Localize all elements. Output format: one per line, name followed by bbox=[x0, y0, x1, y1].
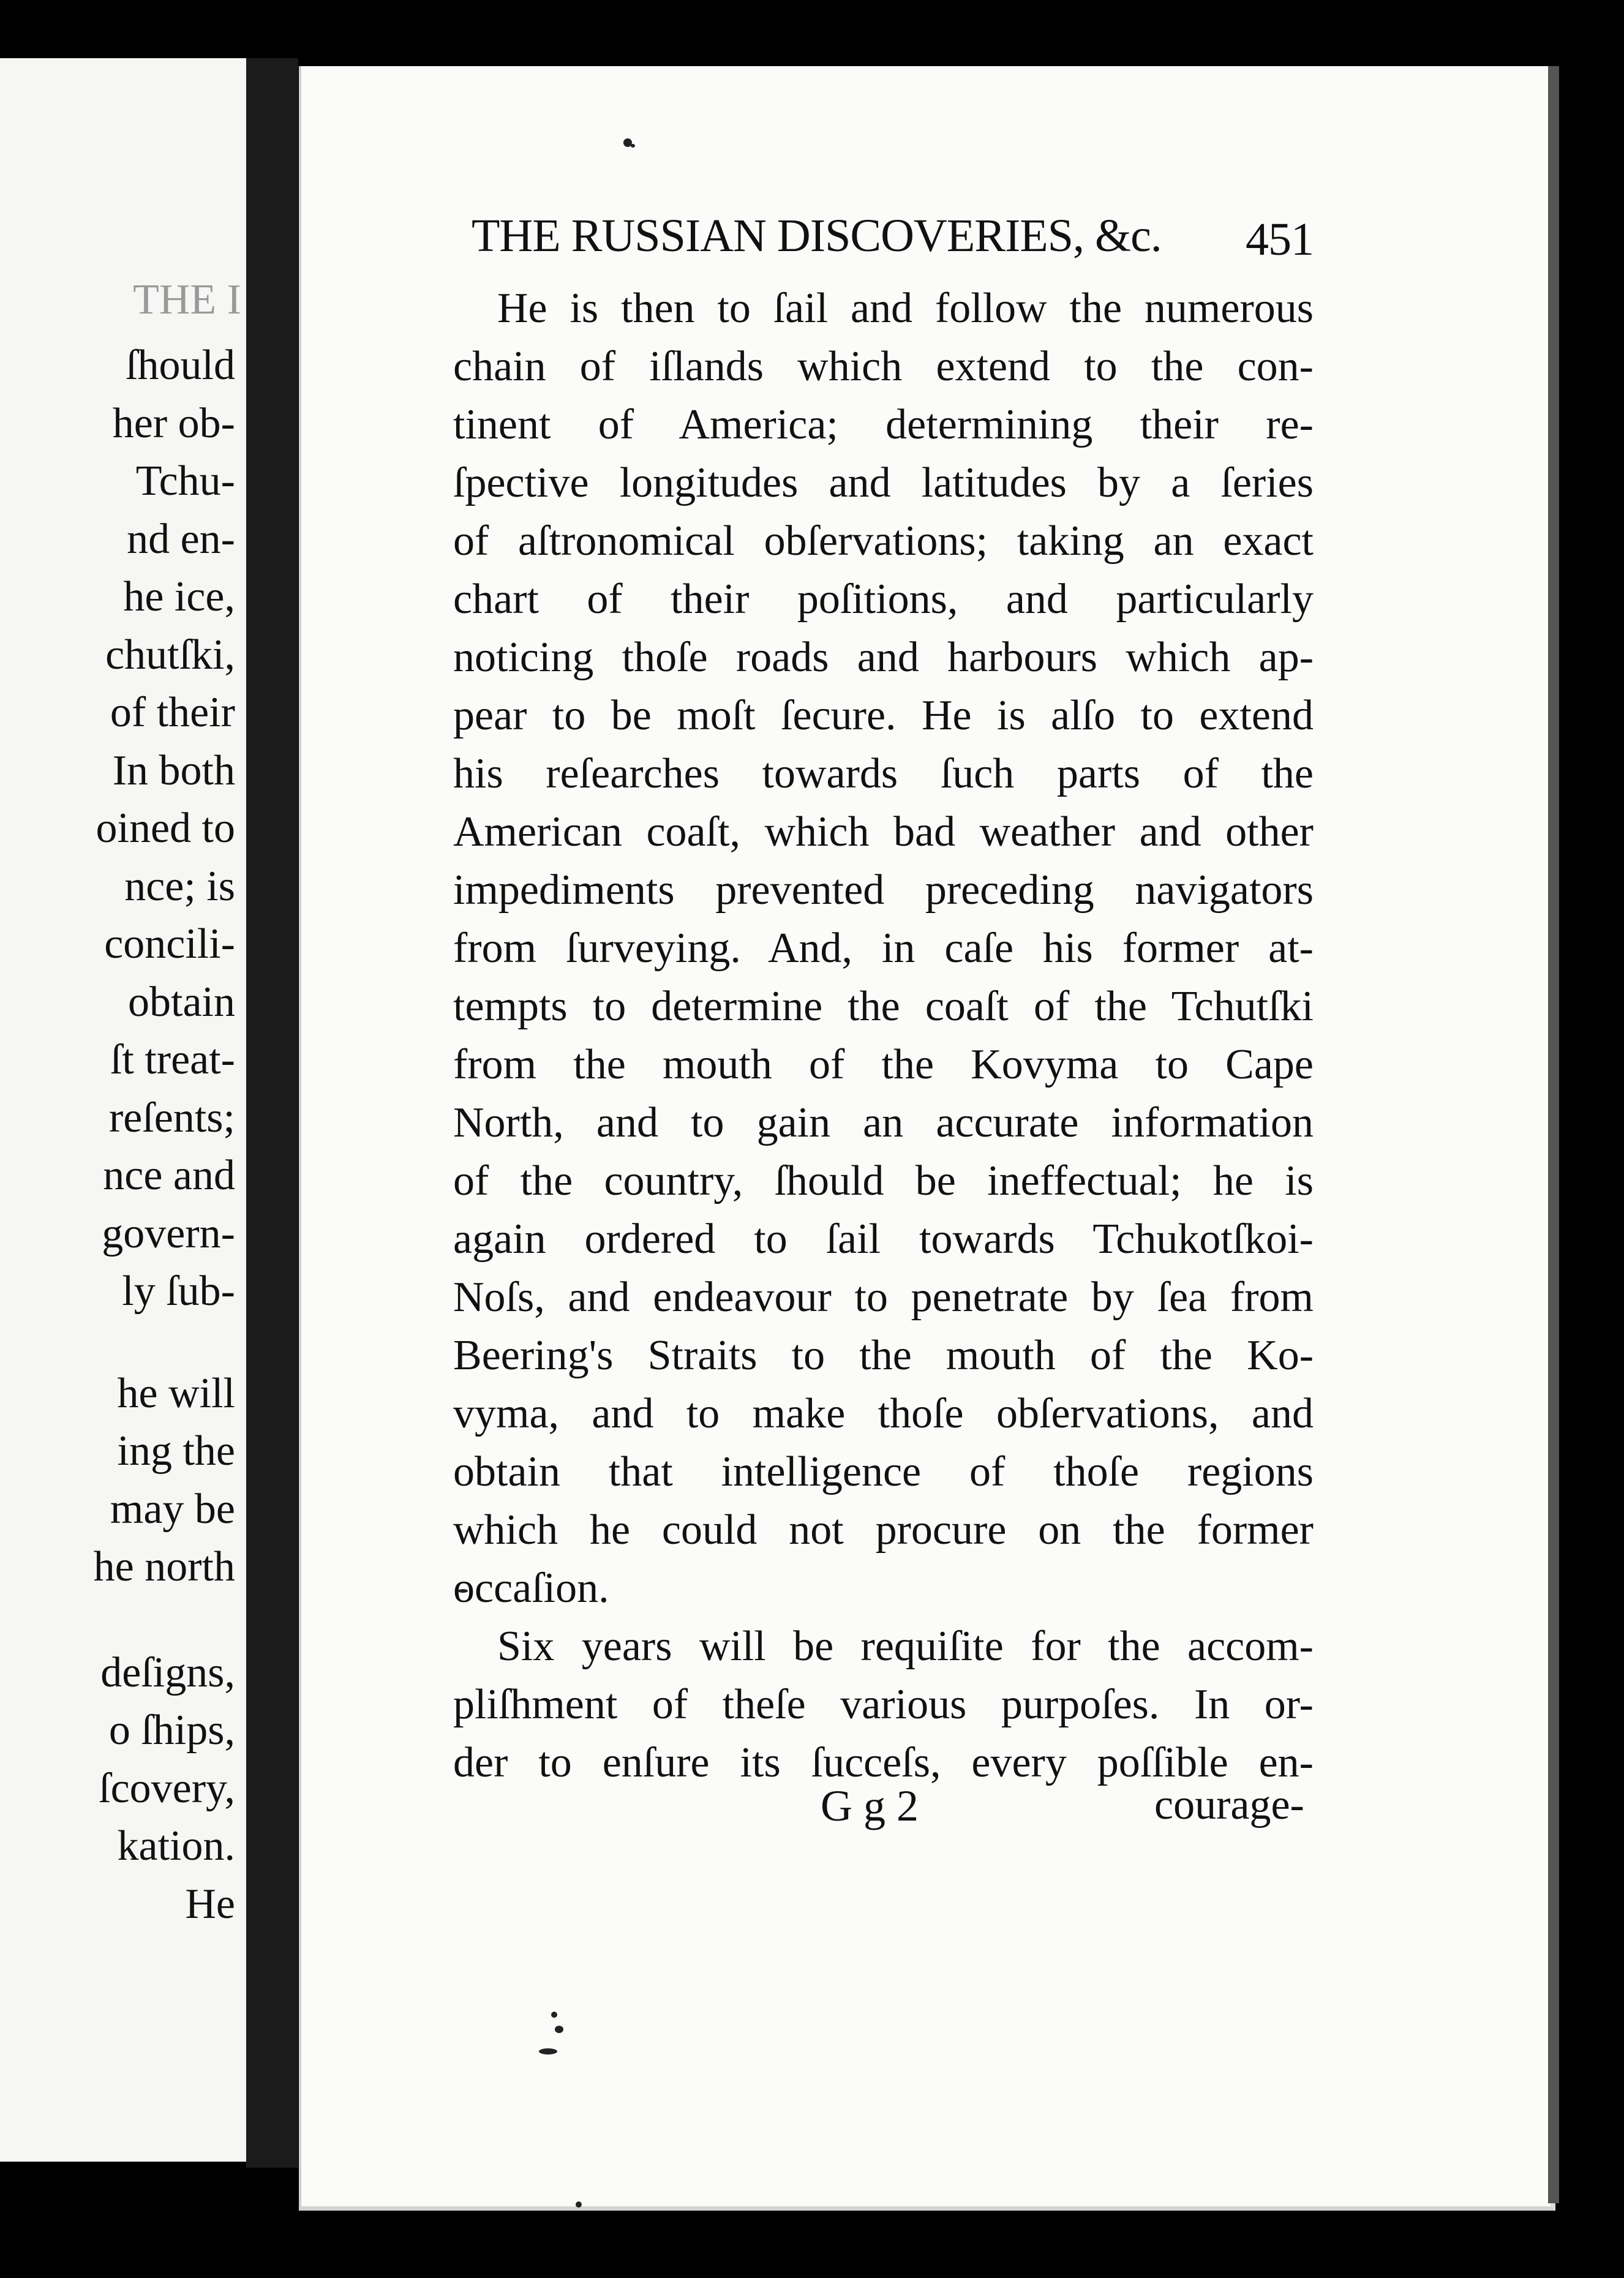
text-line: his reſearches towards ſuch parts of the bbox=[453, 750, 1314, 797]
text-line: of the country, ſhould be ineffectual; he is bbox=[453, 1157, 1314, 1205]
left-page bbox=[0, 58, 249, 2162]
book-gutter bbox=[246, 58, 298, 2168]
text-line: again ordered to ſail towards Tchukotſkoi- bbox=[453, 1216, 1314, 1263]
text-line: noticing thoſe roads and harbours which ap- bbox=[453, 634, 1314, 681]
text-line: from ſurveying. And, in caſe his former at- bbox=[453, 925, 1314, 972]
text-line: Six years will be requiſite for the accom- bbox=[497, 1623, 1314, 1670]
text-line: chart of their poſitions, and particularly bbox=[453, 576, 1314, 623]
ink-speck bbox=[551, 2012, 557, 2018]
left-line: chutſki, bbox=[105, 631, 235, 679]
signature-mark: G g 2 bbox=[821, 1781, 919, 1830]
left-line: nce; is bbox=[124, 862, 235, 910]
text-line: He is then to ſail and follow the numerous bbox=[497, 285, 1314, 332]
left-line: reſents; bbox=[108, 1094, 235, 1141]
ink-speck bbox=[631, 144, 635, 148]
running-head-title: THE RUSSIAN DISCOVERIES, &c. bbox=[472, 210, 1162, 261]
left-line: He bbox=[185, 1880, 235, 1928]
text-line: chain of iſlands which extend to the con- bbox=[453, 343, 1314, 390]
paragraph bbox=[453, 1617, 1314, 1792]
page-edge-shadow bbox=[1548, 66, 1559, 2203]
text-line: North, and to gain an accurate information bbox=[453, 1099, 1314, 1146]
left-line: he ice, bbox=[123, 573, 235, 620]
left-line: nce and bbox=[103, 1152, 235, 1199]
text-line: American coaſt, which bad weather and other bbox=[453, 808, 1314, 855]
ink-speck bbox=[555, 2026, 563, 2033]
left-line: may be bbox=[110, 1485, 235, 1533]
left-line: nd en- bbox=[127, 515, 235, 563]
left-line: ly ſub- bbox=[122, 1268, 235, 1315]
text-line: tinent of America; determining their re- bbox=[453, 401, 1314, 448]
left-line: Tchu- bbox=[135, 457, 235, 505]
left-line: ing the bbox=[117, 1427, 235, 1475]
left-line: her ob- bbox=[112, 399, 235, 447]
running-header bbox=[472, 209, 1314, 277]
left-line: he will bbox=[117, 1369, 235, 1417]
text-line: der to enſure its ſucceſs, every poſſible en- bbox=[453, 1739, 1314, 1786]
left-line: oined to bbox=[96, 805, 235, 852]
text-line: of aſtronomical obſervations; taking an exact bbox=[453, 517, 1314, 565]
text-line: ſpective longitudes and latitudes by a ſeries bbox=[453, 459, 1314, 506]
left-line: ſcovery, bbox=[99, 1764, 235, 1812]
page-number: 451 bbox=[1246, 214, 1314, 265]
paragraph bbox=[453, 279, 1314, 1617]
left-line: o ſhips, bbox=[108, 1707, 235, 1754]
text-line: tempts to determine the coaſt of the Tchutſki bbox=[453, 983, 1314, 1030]
left-line: kation. bbox=[117, 1822, 235, 1870]
left-line: of their bbox=[110, 689, 235, 736]
text-line: from the mouth of the Kovyma to Cape bbox=[453, 1041, 1314, 1088]
catchword: courage- bbox=[1154, 1781, 1304, 1829]
left-page-header-fragment: THE I bbox=[133, 276, 241, 323]
left-line: deſigns, bbox=[100, 1648, 235, 1696]
text-line: Noſs, and endeavour to penetrate by ſea from bbox=[453, 1274, 1314, 1321]
text-line: which he could not procure on the former bbox=[453, 1506, 1314, 1554]
ink-speck bbox=[576, 2201, 582, 2208]
left-line: he north bbox=[93, 1543, 235, 1590]
text-line: pliſhment of theſe various purpoſes. In or- bbox=[453, 1681, 1314, 1728]
left-line: obtain bbox=[128, 978, 235, 1026]
body-text bbox=[453, 279, 1314, 1792]
text-line: impediments prevented preceding navigators bbox=[453, 866, 1314, 914]
left-line: govern- bbox=[102, 1209, 235, 1257]
ink-speck bbox=[539, 2048, 557, 2054]
left-page-text bbox=[0, 337, 235, 1933]
left-line: In both bbox=[112, 746, 235, 794]
text-line: pear to be moſt ſecure. He is alſo to extend bbox=[453, 692, 1314, 739]
text-line: Beering's Straits to the mouth of the Ko- bbox=[453, 1332, 1314, 1379]
text-line: obtain that intelligence of thoſe regions bbox=[453, 1448, 1314, 1495]
text-line: vyma, and to make thoſe obſervations, and bbox=[453, 1390, 1314, 1437]
left-line: ſt treat- bbox=[110, 1036, 235, 1083]
left-line: ſhould bbox=[126, 342, 235, 389]
text-line: occaſion. bbox=[453, 1565, 609, 1612]
left-line: concili- bbox=[104, 920, 235, 968]
